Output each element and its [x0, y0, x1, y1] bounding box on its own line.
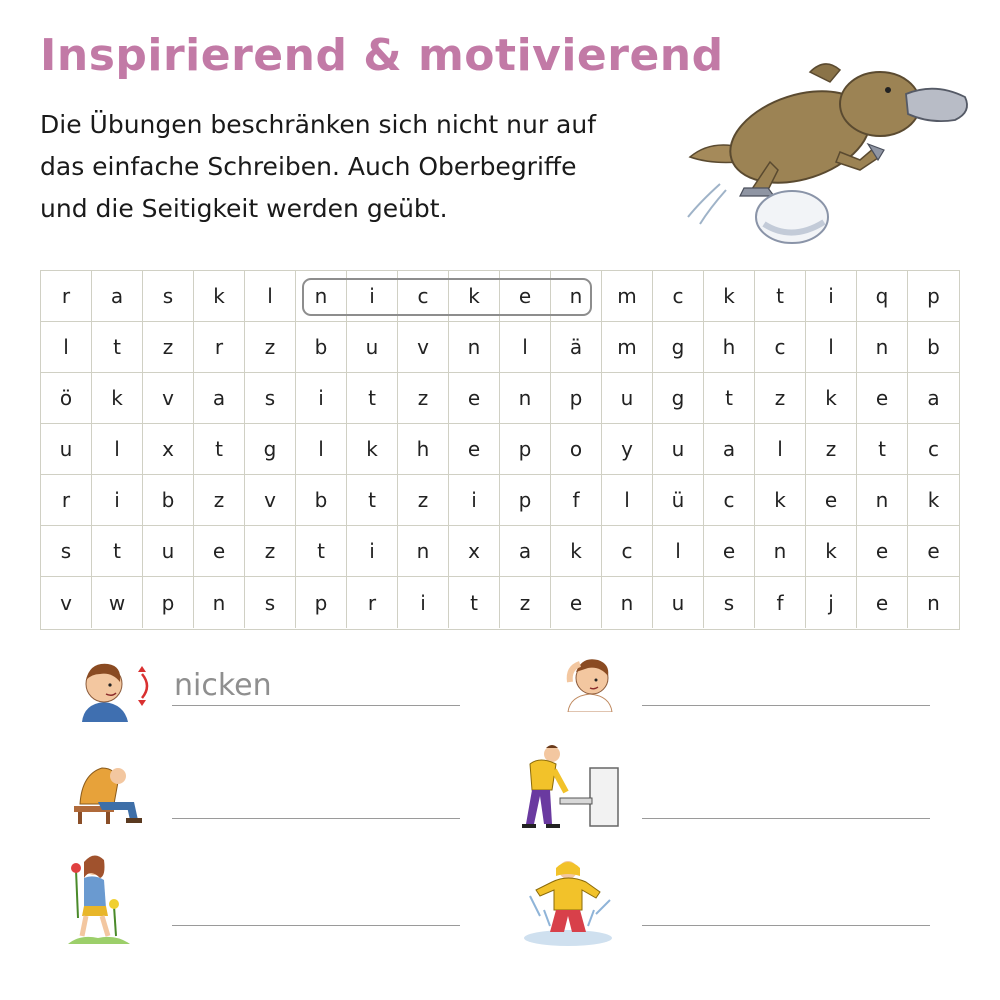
scratching-head-picture — [560, 652, 620, 712]
grid-cell[interactable]: q — [857, 271, 908, 322]
answer-line[interactable] — [642, 705, 930, 706]
grid-cell[interactable]: p — [143, 577, 194, 628]
grid-cell[interactable]: n — [857, 475, 908, 526]
grid-cell[interactable]: i — [347, 526, 398, 577]
word-search-grid — [40, 270, 960, 630]
grid-cell[interactable]: c — [653, 271, 704, 322]
grid-cell[interactable]: c — [602, 526, 653, 577]
drawer-person-picture — [500, 740, 630, 830]
grid-cell[interactable]: k — [755, 475, 806, 526]
grid-cell[interactable]: z — [245, 526, 296, 577]
flower-girl-picture — [60, 848, 136, 946]
grid-cell[interactable]: z — [143, 322, 194, 373]
grid-cell[interactable]: e — [449, 424, 500, 475]
grid-cell[interactable]: l — [500, 322, 551, 373]
grid-cell[interactable]: n — [927, 590, 940, 615]
answer-line[interactable] — [172, 925, 460, 926]
grid-cell[interactable]: p — [551, 373, 602, 424]
grid-cell[interactable]: k — [908, 475, 959, 526]
answer-line[interactable] — [642, 925, 930, 926]
grid-cell[interactable]: p — [500, 424, 551, 475]
grid-cell[interactable]: r — [41, 271, 92, 322]
answer-line[interactable] — [642, 818, 930, 819]
grid-cell[interactable]: l — [41, 322, 92, 373]
grid-cell[interactable]: v — [398, 322, 449, 373]
grid-cell[interactable]: u — [143, 526, 194, 577]
grid-cell[interactable]: z — [398, 475, 449, 526]
grid-cell[interactable]: u — [602, 373, 653, 424]
grid-cell[interactable]: t — [347, 373, 398, 424]
grid-cell[interactable]: a — [92, 271, 143, 322]
grid-cell[interactable]: a — [500, 526, 551, 577]
grid-cell[interactable]: t — [194, 424, 245, 475]
grid-cell[interactable]: t — [704, 373, 755, 424]
grid-cell[interactable]: r — [347, 577, 398, 628]
grid-cell[interactable]: t — [449, 577, 500, 628]
grid-cell[interactable]: a — [704, 424, 755, 475]
grid-cell[interactable]: e — [857, 526, 908, 577]
grid-cell[interactable]: n — [296, 271, 347, 322]
grid-cell[interactable]: s — [245, 577, 296, 628]
grid-cell[interactable]: n — [857, 322, 908, 373]
grid-cell[interactable]: x — [143, 424, 194, 475]
grid-cell[interactable]: g — [653, 373, 704, 424]
grid-cell[interactable]: t — [347, 475, 398, 526]
grid-cell[interactable]: p — [500, 475, 551, 526]
grid-cell[interactable]: k — [551, 526, 602, 577]
grid-cell[interactable]: s — [245, 373, 296, 424]
grid-cell[interactable]: e — [806, 475, 857, 526]
grid-cell[interactable]: i — [398, 577, 449, 628]
grid-cell[interactable]: z — [806, 424, 857, 475]
grid-cell[interactable]: u — [41, 424, 92, 475]
platypus-illustration — [680, 52, 980, 252]
grid-cell[interactable]: v — [41, 577, 92, 628]
grid-cell[interactable]: e — [551, 577, 602, 628]
nodding-boy-picture — [70, 652, 170, 722]
grid-cell[interactable]: v — [143, 373, 194, 424]
grid-cell[interactable]: h — [704, 322, 755, 373]
grid-cell[interactable]: e — [194, 526, 245, 577]
grid-cell[interactable]: c — [398, 271, 449, 322]
grid-cell[interactable]: e — [500, 271, 551, 322]
page-title: Inspirierend & motivierend — [40, 30, 724, 81]
grid-cell[interactable]: z — [194, 475, 245, 526]
example-answer: nicken — [174, 668, 272, 703]
grid-cell[interactable]: a — [908, 373, 959, 424]
grid-cell[interactable]: k — [347, 424, 398, 475]
grid-cell[interactable]: j — [806, 577, 857, 628]
grid-cell[interactable]: l — [92, 424, 143, 475]
grid-cell[interactable]: w — [92, 577, 143, 628]
grid-cell[interactable]: k — [194, 271, 245, 322]
grid-cell[interactable]: t — [92, 526, 143, 577]
sitting-person-picture — [68, 758, 154, 824]
grid-cell[interactable]: r — [194, 322, 245, 373]
grid-cell[interactable]: g — [245, 424, 296, 475]
grid-cell[interactable]: c — [755, 322, 806, 373]
grid-cell[interactable]: k — [449, 271, 500, 322]
grid-cell[interactable]: b — [143, 475, 194, 526]
grid-cell[interactable]: v — [245, 475, 296, 526]
grid-cell[interactable]: y — [602, 424, 653, 475]
grid-cell[interactable]: o — [551, 424, 602, 475]
grid-cell[interactable]: n — [398, 526, 449, 577]
grid-cell[interactable]: z — [755, 373, 806, 424]
grid-cell[interactable]: e — [857, 373, 908, 424]
intro-line: das einfache Schreiben. Auch Oberbegriffe — [40, 152, 577, 181]
grid-cell[interactable]: k — [806, 526, 857, 577]
grid-cell[interactable]: t — [92, 322, 143, 373]
grid-cell[interactable]: s — [143, 271, 194, 322]
grid-cell[interactable]: k — [704, 271, 755, 322]
grid-cell[interactable]: u — [347, 322, 398, 373]
grid-cell[interactable]: z — [398, 373, 449, 424]
grid-cell[interactable]: s — [41, 526, 92, 577]
grid-cell[interactable]: e — [857, 577, 908, 628]
grid-cell[interactable]: l — [296, 424, 347, 475]
grid-cell[interactable]: c — [704, 475, 755, 526]
grid-cell[interactable]: p — [908, 271, 959, 322]
grid-cell[interactable]: l — [806, 322, 857, 373]
grid-cell[interactable]: k — [806, 373, 857, 424]
grid-cell[interactable]: b — [296, 475, 347, 526]
grid-cell[interactable]: ö — [41, 373, 92, 424]
grid-cell[interactable]: n — [755, 526, 806, 577]
grid-cell[interactable]: a — [194, 373, 245, 424]
grid-cell[interactable]: n — [449, 322, 500, 373]
intro-paragraph — [40, 104, 680, 230]
grid-cell[interactable]: r — [41, 475, 92, 526]
grid-cell[interactable]: i — [449, 475, 500, 526]
grid-cell[interactable]: m — [602, 271, 653, 322]
grid-cell[interactable]: ä — [551, 322, 602, 373]
grid-cell[interactable]: b — [296, 322, 347, 373]
grid-cell[interactable]: p — [296, 577, 347, 628]
grid-cell[interactable]: x — [449, 526, 500, 577]
grid-cell[interactable]: l — [245, 271, 296, 322]
intro-line: Die Übungen beschränken sich nicht nur auf — [40, 110, 597, 139]
grid-cell[interactable]: g — [653, 322, 704, 373]
grid-cell[interactable]: f — [755, 577, 806, 628]
grid-cell[interactable]: i — [806, 271, 857, 322]
grid-cell[interactable]: u — [653, 424, 704, 475]
grid-cell[interactable]: b — [908, 322, 959, 373]
grid-cell[interactable]: u — [653, 577, 704, 628]
grid-cell[interactable]: z — [500, 577, 551, 628]
grid-cell[interactable]: t — [296, 526, 347, 577]
puddle-jump-picture — [510, 856, 626, 948]
answer-line[interactable] — [172, 705, 460, 706]
grid-cell[interactable]: z — [245, 322, 296, 373]
grid-cell[interactable]: l — [602, 475, 653, 526]
grid-cell[interactable]: s — [704, 577, 755, 628]
grid-cell[interactable]: n — [194, 577, 245, 628]
grid-cell[interactable]: i — [296, 373, 347, 424]
grid-cell[interactable]: f — [551, 475, 602, 526]
grid-cell[interactable]: n — [602, 577, 653, 628]
grid-cell[interactable]: l — [653, 526, 704, 577]
grid-cell[interactable]: i — [347, 271, 398, 322]
grid-cell[interactable]: l — [755, 424, 806, 475]
grid-cell[interactable]: t — [857, 424, 908, 475]
intro-line: und die Seitigkeit werden geübt. — [40, 194, 448, 223]
grid-cell[interactable]: t — [755, 271, 806, 322]
grid-cell[interactable]: e — [704, 526, 755, 577]
grid-cell[interactable]: n — [500, 373, 551, 424]
answer-line[interactable] — [172, 818, 460, 819]
grid-cell[interactable]: c — [908, 424, 959, 475]
grid-cell[interactable]: e — [449, 373, 500, 424]
grid-cell[interactable]: m — [602, 322, 653, 373]
grid-cell[interactable]: ü — [653, 475, 704, 526]
grid-cell[interactable]: h — [398, 424, 449, 475]
grid-cell[interactable]: e — [908, 526, 959, 577]
grid-cell[interactable]: i — [92, 475, 143, 526]
grid-cell[interactable]: n — [551, 271, 602, 322]
grid-cell[interactable]: k — [92, 373, 143, 424]
